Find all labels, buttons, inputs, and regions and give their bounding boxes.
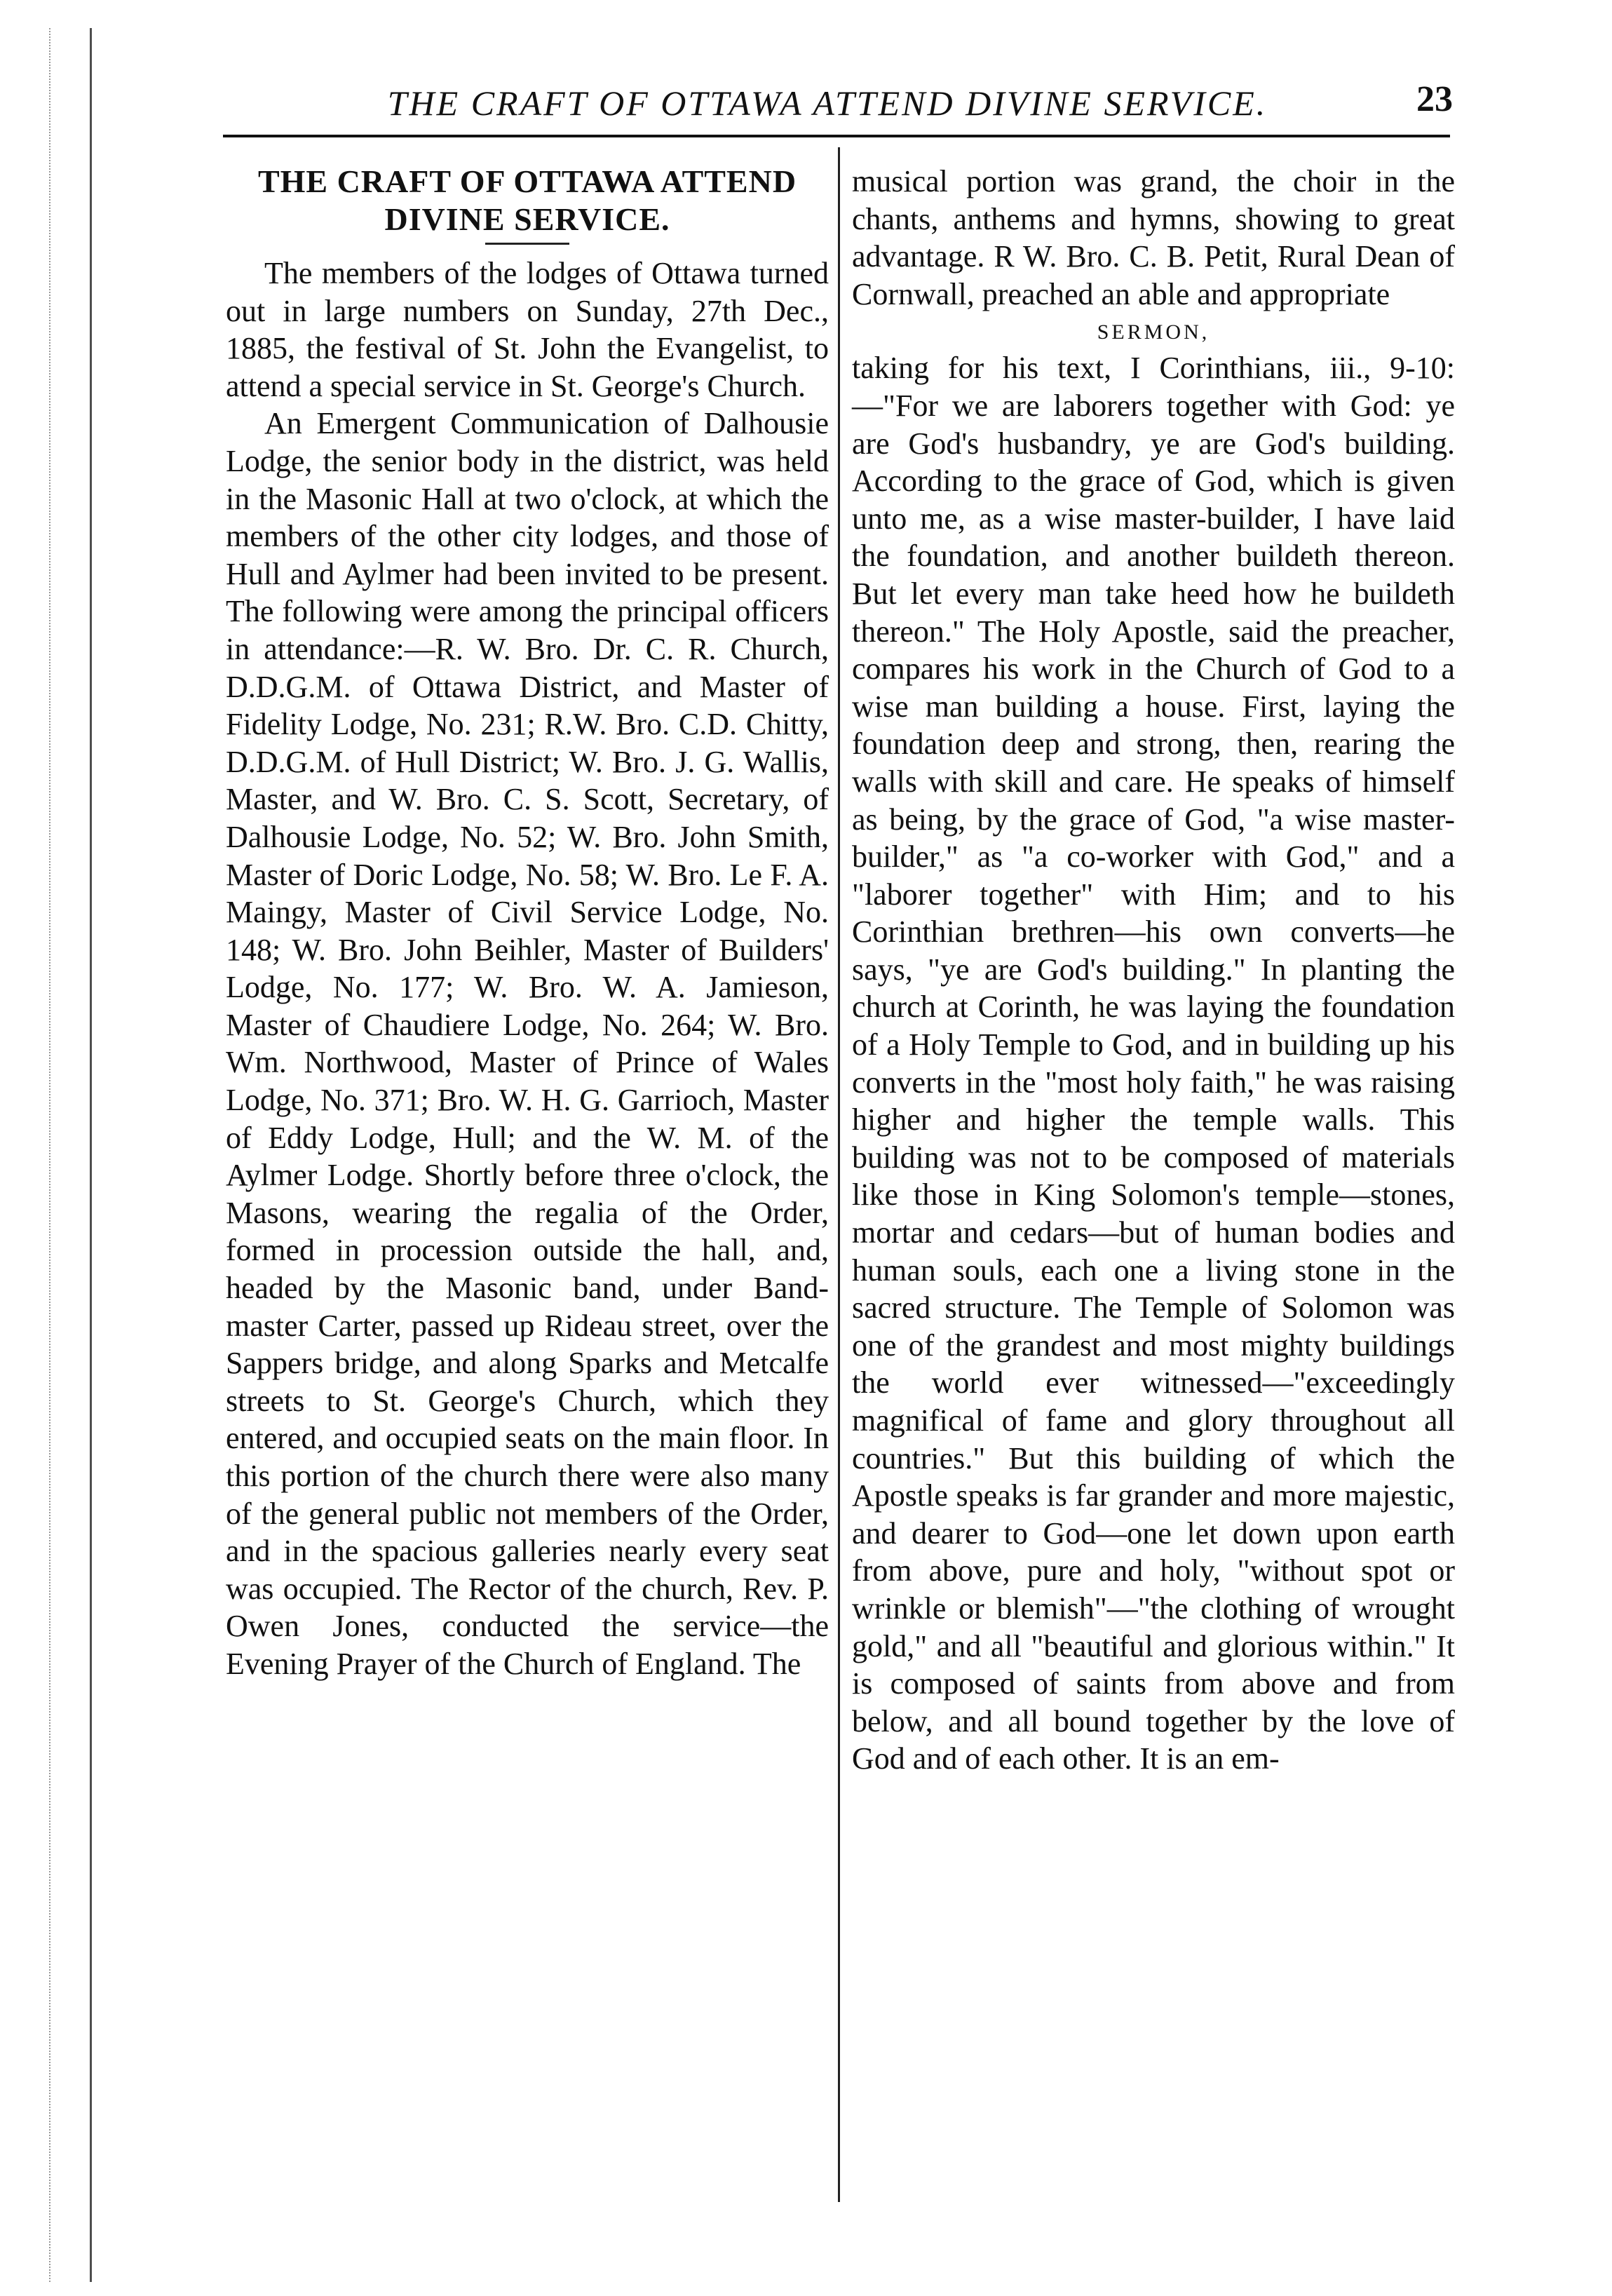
sermon-heading: SERMON, [1097, 320, 1210, 344]
page-number: 23 [1416, 79, 1453, 119]
article-paragraph: musical portion was grand, the choir in the chants, anthems and hymns, showing to great advantage. R W. Bro. C. B. Petit, Rural Dean of Cornwall, preached an able and appropriate [852, 164, 1455, 311]
column-divider [838, 147, 840, 2202]
title-dash [485, 243, 569, 249]
article-paragraph: taking for his text, I Corinthians, iii., 9-10: —"For we are laborers together with God: ye are God's husbandry, ye are God's building. According to the grace of God, which is given unto me, as a wise master-builder, I have laid the foundation, and another buildeth thereon. But let every man take heed how he buildeth thereon." The Holy Apostle, said the preacher, compares his work in the Church of God to a wise man building a house. First, laying the foundation deep and strong, then, rearing the walls with skill and care. He speaks of himself as being, by the grace of God, "a wise master-builder," as "a co-worker with God," and a "laborer together" with Him; and to his Corinthian brethren—his own converts—he says, "ye are God's building." In planting the church at Corinth, he was laying the foundation of a Holy Temple to God, and in building up his converts in the "most holy faith," he was raising higher and higher the temple walls. This building was not to be composed of materials like those in King Solomon's temple—stones, mortar and cedars—but of human bodies and human souls, each one a living stone in the sacred structure. The Temple of Solomon was one of the grandest and most mighty buildings the world ever witnessed—"exceedingly magnifical of fame and glory throughout all countries." But this building of which the Apostle speaks is far grander and more majestic, and dearer to God—one let down upon earth from above, pure and holy, "without spot or wrinkle or blemish"—"the clothing of wrought gold," and all "beautiful and glorious within." It is composed of saints from above and from below, and all bound together by the love of God and of each other. It is an em- [852, 351, 1455, 1776]
article-title: THE CRAFT OF OTTAWA ATTEND DIVINE SERVICE. [257, 163, 797, 237]
scan-edge-line [49, 28, 50, 2282]
article-paragraph: An Emergent Communication of Dalhousie Lodge, the senior body in the district, was held in the Masonic Hall at two o'clock, at which the members of the other city lodges, and those of Hull and Aylmer had been invited to be present. The following were among the principal officers in attendance:—R. W. Bro. Dr. C. R. Church, D.D.G.M. of Ottawa District, and Master of Fidelity Lodge, No. 231; R.W. Bro. C.D. Chitty, D.D.G.M. of Hull District; W. Bro. J. G. Wallis, Master, and W. Bro. C. S. Scott, Secretary, of Dalhousie Lodge, No. 52; W. Bro. John Smith, Master of Doric Lodge, No. 58; W. Bro. Le F. A. Maingy, Master of Civil Service Lodge, No. 148; W. Bro. John Beihler, Master of Builders' Lodge, No. 177; W. Bro. W. A. Jamieson, Master of Chaudiere Lodge, No. 264; W. Bro. Wm. Northwood, Master of Prince of Wales Lodge, No. 371; Bro. W. H. G. Garrioch, Master of Eddy Lodge, Hull; and the W. M. of the Aylmer Lodge. Shortly before three o'clock, the Masons, wearing the regalia of the Order, formed in procession outside the hall, and, headed by the Masonic band, under Band-master Carter, passed up Rideau street, over the Sappers bridge, and along Sparks and Metcalfe streets to St. George's Church, which they entered, and occupied seats on the main floor. In this portion of the church there were also many of the general public not members of the Order, and in the spacious galleries nearly every seat was occupied. The Rector of the church, Rev. P. Owen Jones, conducted the service—the Evening Prayer of the Church of England. The [226, 406, 829, 1681]
article-paragraph: The members of the lodges of Ottawa turned out in large numbers on Sunday, 27th Dec., 1885, the festival of St. John the Evangelist, to attend a special service in St. George's Church. [226, 256, 829, 403]
running-header-title: THE CRAFT OF OTTAWA ATTEND DIVINE SERVICE. [387, 83, 1268, 123]
header-rule [223, 135, 1450, 137]
right-column [852, 163, 1455, 1778]
binding-rule [90, 28, 92, 2282]
left-column [226, 163, 829, 1683]
